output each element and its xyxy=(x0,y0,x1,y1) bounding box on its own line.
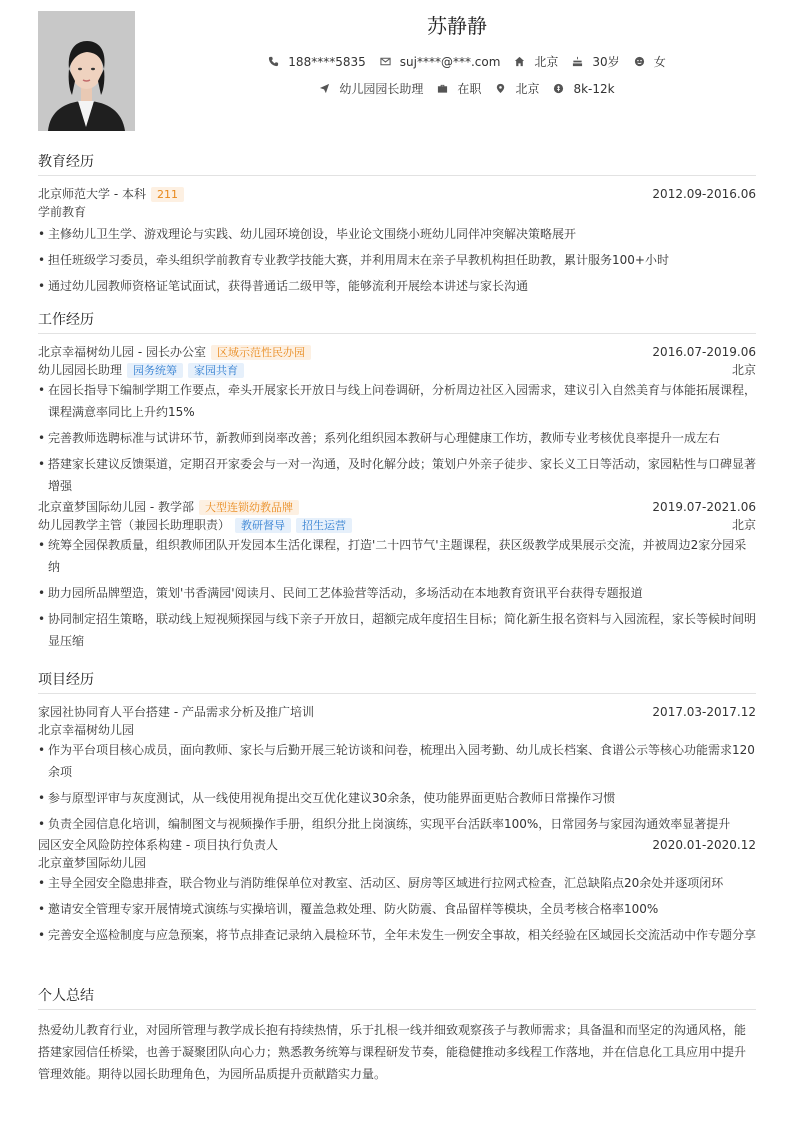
project-2-header-row xyxy=(38,836,756,854)
age-text: 30岁 xyxy=(592,55,620,69)
target-job-text: 幼儿园园长助理 xyxy=(339,82,424,96)
work-2-bullets xyxy=(38,534,756,652)
phone-text: 188****5835 xyxy=(288,54,366,69)
work-entry-1 xyxy=(38,343,756,497)
project-1-header-row xyxy=(38,703,756,721)
list-item: • 参与原型评审与灰度测试，从一线使用视角提出交互优化建议30余条，使功能界面更贴合教师日常操作习惯 xyxy=(38,787,756,809)
target-city-item xyxy=(495,80,539,97)
home-icon xyxy=(514,56,525,67)
send-icon xyxy=(319,83,330,94)
salary-text: 8k-12k xyxy=(573,81,615,96)
skill-tag: 教研督导 xyxy=(235,518,291,533)
project-2-bullets xyxy=(38,872,756,946)
list-item: • 完善安全巡检制度与应急预案，将节点排查记录纳入晨检环节，全年未发生一例安全事故，相关经验在区域园长交流活动中作专题分享 xyxy=(38,924,756,946)
work-date: 2019.07-2021.06 xyxy=(652,500,756,514)
education-section xyxy=(38,151,756,301)
money-icon xyxy=(553,83,564,94)
work-1-header-row xyxy=(38,343,756,361)
location-pin-icon xyxy=(495,83,506,94)
candidate-name: 苏静静 xyxy=(427,14,487,38)
list-item: • 作为平台项目核心成员，面向教师、家长与后勤开展三轮访谈和问卷，梳理出入园考勤、幼儿成长档案、食谱公示等核心功能需求120余项 xyxy=(38,739,756,783)
contact-info-row xyxy=(140,53,794,70)
work-1-position-row xyxy=(38,361,756,379)
project-date: 2017.03-2017.12 xyxy=(652,705,756,719)
skill-tag: 招生运营 xyxy=(296,518,352,533)
mail-icon xyxy=(380,56,391,67)
project-entry-1 xyxy=(38,703,756,835)
major-text: 学前教育 xyxy=(38,205,87,219)
position-name: 幼儿园园长助理 xyxy=(38,363,123,377)
work-2-header-row xyxy=(38,498,756,516)
project-name: 园区安全风险防控体系构建 - 项目执行负责人 xyxy=(38,838,278,852)
list-item: • 主修幼儿卫生学、游戏理论与实践、幼儿园环境创设，毕业论文围绕小班幼儿同伴冲突解决策略展开 xyxy=(38,223,756,245)
project-1-bullets xyxy=(38,739,756,835)
work-2-position-row xyxy=(38,516,756,534)
list-item: • 负责全园信息化培训，编制图文与视频操作手册，组织分批上岗演练，实现平台活跃率100%，日常园务与家园沟通效率显著提升 xyxy=(38,813,756,835)
project-name: 家园社协同育人平台搭建 - 产品需求分析及推广培训 xyxy=(38,705,314,719)
summary-section xyxy=(38,985,756,1085)
list-item: • 邀请安全管理专家开展情境式演练与实操培训，覆盖急救处理、防火防震、食品留样等模块，全员考核合格率100% xyxy=(38,898,756,920)
email-text: suj****@***.com xyxy=(399,54,501,69)
work-title: 工作经历 xyxy=(38,309,756,334)
skill-tag: 园务统筹 xyxy=(127,363,183,378)
skill-tag: 家园共育 xyxy=(188,363,244,378)
project-org: 北京童梦国际幼儿园 xyxy=(38,856,147,870)
status-text: 在职 xyxy=(457,82,482,96)
user-face-icon xyxy=(634,56,645,67)
summary-title: 个人总结 xyxy=(38,985,756,1010)
education-title: 教育经历 xyxy=(38,151,756,176)
work-entry-2 xyxy=(38,498,756,652)
gender-text: 女 xyxy=(653,55,666,69)
school-tag: 211 xyxy=(151,187,184,202)
phone-icon xyxy=(268,56,279,67)
project-entry-2 xyxy=(38,836,756,946)
work-city: 北京 xyxy=(731,363,756,377)
project-section xyxy=(38,669,756,950)
list-item: • 助力园所品牌塑造，策划'书香满园'阅读月、民间工艺体验营等活动，多场活动在本地教育资讯平台获得专题报道 xyxy=(38,582,756,604)
job-intention-row xyxy=(140,80,794,97)
list-item: • 统筹全园保教质量，组织教师团队开发园本生活化课程，打造'二十四节气'主题课程，获区级教学成果展示交流，并被周边2家分园采纳 xyxy=(38,534,756,578)
position-name: 幼儿园教学主管（兼园长助理职责） xyxy=(38,518,231,532)
list-item: • 主导全园安全隐患排查，联合物业与消防维保单位对教室、活动区、厨房等区域进行拉网式检查，汇总缺陷点20余处并逐项闭环 xyxy=(38,872,756,894)
list-item: • 在园长指导下编制学期工作要点，牵头开展家长开放日与线上问卷调研，分析周边社区入园需求，建议引入自然美育与体能拓展课程，课程满意率同比上升约15% xyxy=(38,379,756,423)
work-1-bullets xyxy=(38,379,756,497)
salary-item xyxy=(553,82,614,96)
gender-item xyxy=(634,53,666,70)
education-major-row xyxy=(38,203,756,221)
age-item xyxy=(572,53,619,70)
list-item: • 协同制定招生策略，联动线上短视频探园与线下亲子开放日，超额完成年度招生目标；简化新生报名资料与入园流程，家长等候时间明显压缩 xyxy=(38,608,756,652)
work-city: 北京 xyxy=(731,518,756,532)
list-item: • 担任班级学习委员，牵头组织学前教育专业教学技能大赛，并利用周末在亲子早教机构担任助教，累计服务100+小时 xyxy=(38,249,756,271)
company-tag: 区域示范性民办园 xyxy=(211,345,311,360)
location-text: 北京 xyxy=(534,55,559,69)
list-item: • 通过幼儿园教师资格证笔试面试，获得普通话二级甲等，能够流利开展绘本讲述与家长沟通 xyxy=(38,275,756,297)
list-item: • 搭建家长建议反馈渠道，定期召开家委会与一对一沟通，及时化解分歧；策划户外亲子徒步、家长义工日等活动，家园粘性与口碑显著增强 xyxy=(38,453,756,497)
project-org: 北京幸福树幼儿园 xyxy=(38,723,135,737)
education-bullets xyxy=(38,223,756,297)
company-name: 北京童梦国际幼儿园 - 教学部 xyxy=(38,500,194,514)
email-item xyxy=(380,55,501,69)
school-name: 北京师范大学 - 本科 xyxy=(38,187,146,201)
target-city-text: 北京 xyxy=(515,82,540,96)
target-job-item xyxy=(319,80,423,97)
company-name: 北京幸福树幼儿园 - 园长办公室 xyxy=(38,345,206,359)
summary-text: 热爱幼儿教育行业，对园所管理与教学成长抱有持续热情，乐于扎根一线并细致观察孩子与教师需求；具备温和而坚定的沟通风格，能搭建家园信任桥梁，也善于凝聚团队向心力；熟悉教务统筹与课程研发节奏，能稳健推动多线程工作落地，并在信息化工具应用中提升管理效能。期待以园长助理角色，为园所品质提升贡献踏实力量。 xyxy=(38,1023,747,1081)
education-header-row xyxy=(38,185,756,203)
location-item xyxy=(514,53,558,70)
cake-icon xyxy=(572,56,583,67)
project-1-org-row xyxy=(38,721,756,739)
briefcase-icon xyxy=(437,83,448,94)
list-item: • 完善教师选聘标准与试讲环节，新教师到岗率改善；系列化组织园本教研与心理健康工作坊，教师专业考核优良率提升一成左右 xyxy=(38,427,756,449)
project-title: 项目经历 xyxy=(38,669,756,694)
status-item xyxy=(437,80,481,97)
project-date: 2020.01-2020.12 xyxy=(652,838,756,852)
project-2-org-row xyxy=(38,854,756,872)
work-date: 2016.07-2019.06 xyxy=(652,345,756,359)
company-tag: 大型连锁幼教品牌 xyxy=(199,500,299,515)
phone-item xyxy=(268,55,365,69)
education-date: 2012.09-2016.06 xyxy=(652,187,756,201)
work-section xyxy=(38,309,756,656)
